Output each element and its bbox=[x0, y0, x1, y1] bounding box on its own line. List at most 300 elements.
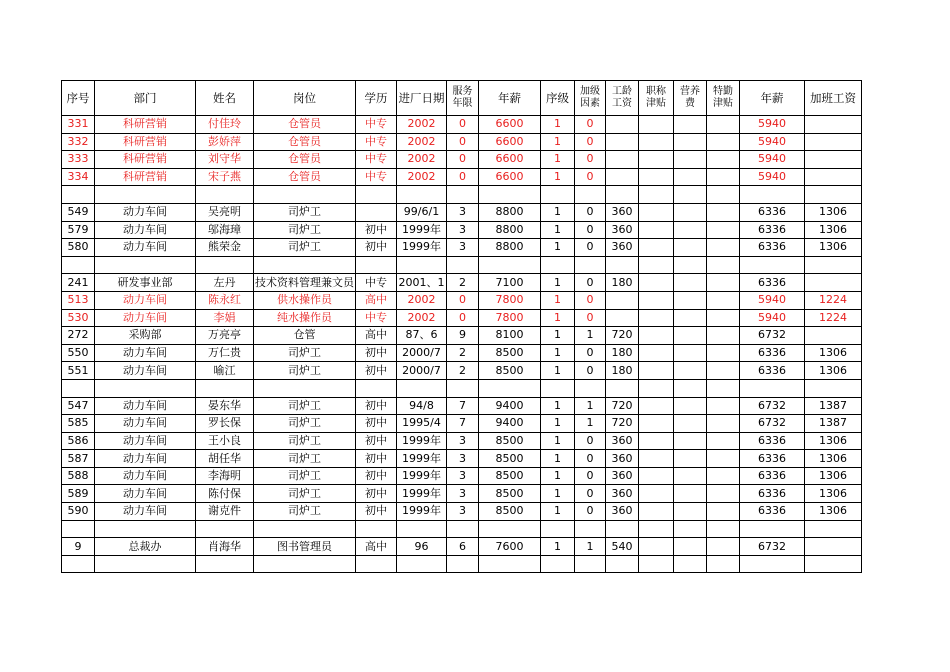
table-cell[interactable]: 1 bbox=[541, 450, 575, 468]
table-cell[interactable]: 仓管员 bbox=[254, 133, 356, 151]
table-cell[interactable] bbox=[95, 520, 196, 538]
table-cell[interactable] bbox=[674, 344, 707, 362]
table-cell[interactable]: 0 bbox=[575, 450, 606, 468]
table-cell[interactable]: 万仁贵 bbox=[196, 344, 254, 362]
table-cell[interactable] bbox=[740, 520, 805, 538]
table-cell[interactable]: 0 bbox=[447, 133, 479, 151]
table-cell[interactable]: 初中 bbox=[356, 503, 397, 521]
table-cell[interactable]: 1306 bbox=[805, 203, 862, 221]
table-cell[interactable] bbox=[674, 503, 707, 521]
table-cell[interactable]: 李娟 bbox=[196, 309, 254, 327]
table-cell[interactable]: 6732 bbox=[740, 327, 805, 345]
table-cell[interactable]: 0 bbox=[575, 467, 606, 485]
table-cell[interactable]: 1 bbox=[541, 116, 575, 134]
table-cell[interactable] bbox=[639, 116, 674, 134]
table-cell[interactable]: 刘守华 bbox=[196, 151, 254, 169]
table-cell[interactable]: 99/6/1 bbox=[397, 203, 447, 221]
table-cell[interactable]: 初中 bbox=[356, 221, 397, 239]
table-cell[interactable]: 2002 bbox=[397, 151, 447, 169]
table-cell[interactable] bbox=[639, 151, 674, 169]
table-cell[interactable]: 0 bbox=[447, 116, 479, 134]
table-cell[interactable]: 1387 bbox=[805, 397, 862, 415]
table-cell[interactable] bbox=[674, 555, 707, 573]
table-cell[interactable] bbox=[356, 379, 397, 397]
table-cell[interactable]: 1 bbox=[541, 203, 575, 221]
table-cell[interactable]: 2 bbox=[447, 274, 479, 292]
table-cell[interactable] bbox=[639, 503, 674, 521]
table-cell[interactable] bbox=[397, 555, 447, 573]
table-cell[interactable] bbox=[639, 327, 674, 345]
table-cell[interactable]: 1 bbox=[541, 344, 575, 362]
table-cell[interactable] bbox=[674, 362, 707, 380]
table-cell[interactable]: 87、6 bbox=[397, 327, 447, 345]
table-cell[interactable]: 动力车间 bbox=[95, 397, 196, 415]
table-cell[interactable]: 1 bbox=[541, 168, 575, 186]
table-cell[interactable]: 1999年 bbox=[397, 485, 447, 503]
table-cell[interactable] bbox=[196, 256, 254, 274]
table-cell[interactable] bbox=[674, 168, 707, 186]
table-cell[interactable] bbox=[606, 168, 639, 186]
table-cell[interactable]: 1999年 bbox=[397, 221, 447, 239]
table-cell[interactable]: 6732 bbox=[740, 397, 805, 415]
table-cell[interactable]: 5940 bbox=[740, 168, 805, 186]
table-cell[interactable]: 左丹 bbox=[196, 274, 254, 292]
table-cell[interactable] bbox=[62, 520, 95, 538]
table-cell[interactable]: 3 bbox=[447, 239, 479, 257]
table-cell[interactable] bbox=[541, 555, 575, 573]
table-cell[interactable]: 高中 bbox=[356, 291, 397, 309]
table-cell[interactable] bbox=[639, 239, 674, 257]
table-cell[interactable] bbox=[707, 221, 740, 239]
table-cell[interactable] bbox=[479, 256, 541, 274]
table-cell[interactable]: 241 bbox=[62, 274, 95, 292]
table-cell[interactable] bbox=[606, 133, 639, 151]
table-cell[interactable] bbox=[397, 186, 447, 204]
table-cell[interactable] bbox=[674, 116, 707, 134]
table-cell[interactable]: 6336 bbox=[740, 503, 805, 521]
table-cell[interactable]: 0 bbox=[575, 239, 606, 257]
table-cell[interactable] bbox=[674, 221, 707, 239]
table-cell[interactable] bbox=[95, 379, 196, 397]
table-cell[interactable] bbox=[639, 397, 674, 415]
table-cell[interactable]: 动力车间 bbox=[95, 467, 196, 485]
table-cell[interactable]: 1387 bbox=[805, 415, 862, 433]
table-cell[interactable]: 初中 bbox=[356, 450, 397, 468]
table-cell[interactable] bbox=[707, 309, 740, 327]
table-cell[interactable] bbox=[707, 415, 740, 433]
table-cell[interactable]: 1 bbox=[541, 432, 575, 450]
table-cell[interactable]: 彭娇萍 bbox=[196, 133, 254, 151]
table-cell[interactable]: 1 bbox=[575, 327, 606, 345]
table-cell[interactable]: 中专 bbox=[356, 133, 397, 151]
table-cell[interactable]: 0 bbox=[575, 203, 606, 221]
table-cell[interactable]: 9400 bbox=[479, 415, 541, 433]
table-cell[interactable]: 初中 bbox=[356, 344, 397, 362]
table-cell[interactable]: 1 bbox=[541, 327, 575, 345]
table-cell[interactable]: 3 bbox=[447, 485, 479, 503]
table-cell[interactable]: 宋子燕 bbox=[196, 168, 254, 186]
table-cell[interactable]: 0 bbox=[575, 168, 606, 186]
table-cell[interactable]: 8800 bbox=[479, 239, 541, 257]
table-cell[interactable]: 肖海华 bbox=[196, 538, 254, 556]
table-cell[interactable] bbox=[707, 344, 740, 362]
table-cell[interactable]: 331 bbox=[62, 116, 95, 134]
table-cell[interactable] bbox=[674, 415, 707, 433]
table-cell[interactable]: 科研营销 bbox=[95, 133, 196, 151]
table-cell[interactable]: 1306 bbox=[805, 221, 862, 239]
table-cell[interactable]: 0 bbox=[575, 503, 606, 521]
table-cell[interactable]: 3 bbox=[447, 503, 479, 521]
table-cell[interactable] bbox=[606, 186, 639, 204]
table-cell[interactable]: 6336 bbox=[740, 450, 805, 468]
table-cell[interactable] bbox=[447, 256, 479, 274]
table-cell[interactable] bbox=[740, 186, 805, 204]
table-cell[interactable]: 1999年 bbox=[397, 450, 447, 468]
table-cell[interactable]: 司炉工 bbox=[254, 362, 356, 380]
table-cell[interactable]: 0 bbox=[575, 344, 606, 362]
table-cell[interactable]: 1 bbox=[541, 291, 575, 309]
table-cell[interactable] bbox=[707, 116, 740, 134]
table-cell[interactable]: 1224 bbox=[805, 291, 862, 309]
table-cell[interactable]: 中专 bbox=[356, 168, 397, 186]
table-cell[interactable] bbox=[707, 467, 740, 485]
table-cell[interactable]: 360 bbox=[606, 221, 639, 239]
table-cell[interactable]: 1 bbox=[541, 503, 575, 521]
table-cell[interactable]: 万亮亭 bbox=[196, 327, 254, 345]
table-cell[interactable] bbox=[707, 291, 740, 309]
table-cell[interactable]: 7 bbox=[447, 415, 479, 433]
table-cell[interactable] bbox=[639, 450, 674, 468]
table-cell[interactable]: 1 bbox=[541, 239, 575, 257]
table-cell[interactable]: 喻江 bbox=[196, 362, 254, 380]
table-cell[interactable]: 司炉工 bbox=[254, 221, 356, 239]
table-cell[interactable] bbox=[447, 555, 479, 573]
table-cell[interactable]: 360 bbox=[606, 432, 639, 450]
table-cell[interactable]: 动力车间 bbox=[95, 485, 196, 503]
table-cell[interactable] bbox=[196, 379, 254, 397]
table-cell[interactable]: 7800 bbox=[479, 291, 541, 309]
table-cell[interactable]: 0 bbox=[447, 291, 479, 309]
table-cell[interactable] bbox=[575, 555, 606, 573]
table-cell[interactable]: 初中 bbox=[356, 239, 397, 257]
table-cell[interactable] bbox=[805, 133, 862, 151]
table-cell[interactable]: 360 bbox=[606, 203, 639, 221]
table-cell[interactable] bbox=[541, 256, 575, 274]
table-cell[interactable] bbox=[639, 291, 674, 309]
table-cell[interactable]: 0 bbox=[447, 151, 479, 169]
table-cell[interactable]: 2002 bbox=[397, 133, 447, 151]
table-cell[interactable] bbox=[740, 379, 805, 397]
table-cell[interactable]: 180 bbox=[606, 344, 639, 362]
table-cell[interactable] bbox=[356, 520, 397, 538]
table-cell[interactable]: 科研营销 bbox=[95, 168, 196, 186]
table-cell[interactable]: 1306 bbox=[805, 362, 862, 380]
table-cell[interactable]: 动力车间 bbox=[95, 344, 196, 362]
table-cell[interactable]: 5940 bbox=[740, 133, 805, 151]
table-cell[interactable]: 0 bbox=[447, 309, 479, 327]
table-cell[interactable] bbox=[479, 520, 541, 538]
table-cell[interactable]: 司炉工 bbox=[254, 432, 356, 450]
table-cell[interactable]: 司炉工 bbox=[254, 239, 356, 257]
table-cell[interactable] bbox=[606, 116, 639, 134]
table-cell[interactable] bbox=[606, 256, 639, 274]
table-cell[interactable]: 付佳玲 bbox=[196, 116, 254, 134]
table-cell[interactable] bbox=[707, 520, 740, 538]
table-cell[interactable]: 仓管员 bbox=[254, 151, 356, 169]
table-cell[interactable] bbox=[62, 256, 95, 274]
table-cell[interactable] bbox=[447, 186, 479, 204]
table-cell[interactable]: 吴亮明 bbox=[196, 203, 254, 221]
table-cell[interactable] bbox=[707, 274, 740, 292]
table-cell[interactable] bbox=[805, 168, 862, 186]
table-cell[interactable]: 6600 bbox=[479, 116, 541, 134]
table-cell[interactable]: 589 bbox=[62, 485, 95, 503]
table-cell[interactable]: 1224 bbox=[805, 309, 862, 327]
table-cell[interactable]: 动力车间 bbox=[95, 291, 196, 309]
table-cell[interactable]: 司炉工 bbox=[254, 467, 356, 485]
table-cell[interactable]: 陈永红 bbox=[196, 291, 254, 309]
table-cell[interactable] bbox=[639, 133, 674, 151]
table-cell[interactable]: 5940 bbox=[740, 291, 805, 309]
table-cell[interactable] bbox=[639, 379, 674, 397]
table-cell[interactable] bbox=[805, 116, 862, 134]
table-cell[interactable]: 初中 bbox=[356, 397, 397, 415]
table-cell[interactable]: 总裁办 bbox=[95, 538, 196, 556]
table-cell[interactable] bbox=[639, 203, 674, 221]
table-cell[interactable]: 司炉工 bbox=[254, 450, 356, 468]
table-cell[interactable] bbox=[707, 327, 740, 345]
table-cell[interactable] bbox=[805, 538, 862, 556]
table-cell[interactable]: 540 bbox=[606, 538, 639, 556]
table-cell[interactable]: 720 bbox=[606, 327, 639, 345]
table-cell[interactable]: 8100 bbox=[479, 327, 541, 345]
table-cell[interactable]: 初中 bbox=[356, 485, 397, 503]
table-cell[interactable]: 8800 bbox=[479, 203, 541, 221]
table-cell[interactable]: 1999年 bbox=[397, 467, 447, 485]
table-cell[interactable]: 仓管 bbox=[254, 327, 356, 345]
table-cell[interactable] bbox=[356, 203, 397, 221]
table-cell[interactable]: 3 bbox=[447, 467, 479, 485]
table-cell[interactable]: 8500 bbox=[479, 344, 541, 362]
table-cell[interactable]: 科研营销 bbox=[95, 116, 196, 134]
table-cell[interactable]: 0 bbox=[575, 116, 606, 134]
table-cell[interactable]: 6336 bbox=[740, 362, 805, 380]
table-cell[interactable] bbox=[196, 555, 254, 573]
table-cell[interactable]: 6336 bbox=[740, 467, 805, 485]
table-cell[interactable]: 3 bbox=[447, 203, 479, 221]
table-cell[interactable]: 1995/4 bbox=[397, 415, 447, 433]
table-cell[interactable]: 1 bbox=[541, 467, 575, 485]
table-cell[interactable]: 6732 bbox=[740, 538, 805, 556]
table-cell[interactable]: 1306 bbox=[805, 485, 862, 503]
table-cell[interactable] bbox=[606, 520, 639, 538]
table-cell[interactable]: 司炉工 bbox=[254, 503, 356, 521]
table-cell[interactable] bbox=[606, 309, 639, 327]
table-cell[interactable]: 研发事业部 bbox=[95, 274, 196, 292]
table-cell[interactable]: 6 bbox=[447, 538, 479, 556]
table-cell[interactable] bbox=[639, 344, 674, 362]
table-cell[interactable]: 7800 bbox=[479, 309, 541, 327]
table-cell[interactable]: 动力车间 bbox=[95, 239, 196, 257]
table-cell[interactable]: 332 bbox=[62, 133, 95, 151]
table-cell[interactable] bbox=[606, 291, 639, 309]
table-cell[interactable]: 360 bbox=[606, 503, 639, 521]
table-cell[interactable]: 胡任华 bbox=[196, 450, 254, 468]
table-cell[interactable]: 7600 bbox=[479, 538, 541, 556]
table-cell[interactable]: 6336 bbox=[740, 432, 805, 450]
table-cell[interactable]: 180 bbox=[606, 362, 639, 380]
table-cell[interactable]: 司炉工 bbox=[254, 344, 356, 362]
table-cell[interactable]: 0 bbox=[575, 221, 606, 239]
table-cell[interactable]: 5940 bbox=[740, 151, 805, 169]
table-cell[interactable] bbox=[674, 467, 707, 485]
table-cell[interactable]: 高中 bbox=[356, 538, 397, 556]
table-cell[interactable]: 8500 bbox=[479, 450, 541, 468]
table-cell[interactable] bbox=[674, 186, 707, 204]
table-cell[interactable]: 1999年 bbox=[397, 503, 447, 521]
table-cell[interactable] bbox=[639, 256, 674, 274]
table-cell[interactable] bbox=[356, 256, 397, 274]
table-cell[interactable]: 科研营销 bbox=[95, 151, 196, 169]
table-cell[interactable] bbox=[674, 520, 707, 538]
table-cell[interactable]: 邬海璋 bbox=[196, 221, 254, 239]
table-cell[interactable]: 6600 bbox=[479, 151, 541, 169]
table-cell[interactable] bbox=[356, 186, 397, 204]
table-cell[interactable]: 1 bbox=[575, 397, 606, 415]
table-cell[interactable]: 360 bbox=[606, 450, 639, 468]
table-cell[interactable]: 333 bbox=[62, 151, 95, 169]
table-cell[interactable]: 1 bbox=[541, 485, 575, 503]
table-cell[interactable] bbox=[541, 186, 575, 204]
table-cell[interactable]: 6732 bbox=[740, 415, 805, 433]
table-cell[interactable] bbox=[639, 432, 674, 450]
table-cell[interactable]: 纯水操作员 bbox=[254, 309, 356, 327]
table-cell[interactable]: 0 bbox=[575, 362, 606, 380]
table-cell[interactable]: 1 bbox=[541, 274, 575, 292]
table-cell[interactable]: 1306 bbox=[805, 432, 862, 450]
table-cell[interactable] bbox=[575, 256, 606, 274]
table-cell[interactable]: 6336 bbox=[740, 239, 805, 257]
table-cell[interactable] bbox=[575, 520, 606, 538]
table-cell[interactable] bbox=[639, 186, 674, 204]
table-cell[interactable]: 1306 bbox=[805, 450, 862, 468]
table-cell[interactable]: 动力车间 bbox=[95, 503, 196, 521]
table-cell[interactable] bbox=[674, 274, 707, 292]
table-cell[interactable] bbox=[674, 327, 707, 345]
table-cell[interactable]: 0 bbox=[575, 432, 606, 450]
table-cell[interactable] bbox=[805, 555, 862, 573]
table-cell[interactable] bbox=[479, 186, 541, 204]
table-cell[interactable] bbox=[674, 291, 707, 309]
table-cell[interactable]: 中专 bbox=[356, 151, 397, 169]
table-cell[interactable]: 中专 bbox=[356, 309, 397, 327]
table-cell[interactable] bbox=[674, 432, 707, 450]
table-cell[interactable]: 1 bbox=[541, 133, 575, 151]
table-cell[interactable]: 中专 bbox=[356, 116, 397, 134]
table-cell[interactable] bbox=[707, 256, 740, 274]
table-cell[interactable]: 谢克件 bbox=[196, 503, 254, 521]
table-cell[interactable]: 0 bbox=[575, 309, 606, 327]
table-cell[interactable]: 6336 bbox=[740, 221, 805, 239]
table-cell[interactable] bbox=[541, 379, 575, 397]
table-cell[interactable] bbox=[674, 538, 707, 556]
table-cell[interactable] bbox=[95, 256, 196, 274]
table-cell[interactable]: 588 bbox=[62, 467, 95, 485]
table-cell[interactable]: 初中 bbox=[356, 362, 397, 380]
table-cell[interactable] bbox=[606, 151, 639, 169]
table-cell[interactable] bbox=[805, 520, 862, 538]
table-cell[interactable] bbox=[639, 309, 674, 327]
table-cell[interactable]: 2002 bbox=[397, 309, 447, 327]
table-cell[interactable]: 6336 bbox=[740, 274, 805, 292]
table-cell[interactable] bbox=[62, 379, 95, 397]
table-cell[interactable]: 3 bbox=[447, 432, 479, 450]
table-cell[interactable] bbox=[62, 555, 95, 573]
table-cell[interactable]: 采购部 bbox=[95, 327, 196, 345]
table-cell[interactable] bbox=[397, 379, 447, 397]
table-cell[interactable]: 高中 bbox=[356, 327, 397, 345]
table-cell[interactable]: 551 bbox=[62, 362, 95, 380]
table-cell[interactable]: 720 bbox=[606, 397, 639, 415]
table-cell[interactable]: 1306 bbox=[805, 467, 862, 485]
table-cell[interactable] bbox=[606, 555, 639, 573]
table-cell[interactable]: 9 bbox=[62, 538, 95, 556]
table-cell[interactable] bbox=[707, 503, 740, 521]
table-cell[interactable]: 司炉工 bbox=[254, 397, 356, 415]
table-cell[interactable]: 585 bbox=[62, 415, 95, 433]
table-cell[interactable] bbox=[707, 133, 740, 151]
table-cell[interactable] bbox=[575, 379, 606, 397]
table-cell[interactable]: 1 bbox=[541, 151, 575, 169]
table-cell[interactable] bbox=[740, 256, 805, 274]
table-cell[interactable]: 530 bbox=[62, 309, 95, 327]
table-cell[interactable] bbox=[674, 239, 707, 257]
table-cell[interactable]: 1 bbox=[541, 538, 575, 556]
table-cell[interactable]: 初中 bbox=[356, 467, 397, 485]
table-cell[interactable]: 1999年 bbox=[397, 432, 447, 450]
table-cell[interactable]: 360 bbox=[606, 485, 639, 503]
table-cell[interactable] bbox=[639, 221, 674, 239]
table-cell[interactable] bbox=[479, 555, 541, 573]
table-cell[interactable]: 6336 bbox=[740, 344, 805, 362]
table-cell[interactable]: 2000/7 bbox=[397, 344, 447, 362]
table-cell[interactable]: 6336 bbox=[740, 203, 805, 221]
table-cell[interactable]: 1306 bbox=[805, 239, 862, 257]
table-cell[interactable] bbox=[707, 203, 740, 221]
table-cell[interactable] bbox=[397, 256, 447, 274]
table-cell[interactable]: 动力车间 bbox=[95, 450, 196, 468]
table-cell[interactable]: 2001、1 bbox=[397, 274, 447, 292]
table-cell[interactable] bbox=[674, 379, 707, 397]
table-cell[interactable] bbox=[707, 362, 740, 380]
table-cell[interactable] bbox=[639, 538, 674, 556]
table-cell[interactable] bbox=[541, 520, 575, 538]
table-cell[interactable]: 1 bbox=[541, 309, 575, 327]
table-cell[interactable]: 司炉工 bbox=[254, 485, 356, 503]
table-cell[interactable]: 0 bbox=[575, 274, 606, 292]
table-cell[interactable]: 1999年 bbox=[397, 239, 447, 257]
table-cell[interactable]: 1306 bbox=[805, 344, 862, 362]
table-cell[interactable] bbox=[639, 485, 674, 503]
table-cell[interactable] bbox=[397, 520, 447, 538]
table-cell[interactable]: 513 bbox=[62, 291, 95, 309]
table-cell[interactable] bbox=[95, 555, 196, 573]
table-cell[interactable]: 94/8 bbox=[397, 397, 447, 415]
table-cell[interactable]: 动力车间 bbox=[95, 362, 196, 380]
table-cell[interactable] bbox=[639, 274, 674, 292]
table-cell[interactable] bbox=[639, 555, 674, 573]
table-cell[interactable] bbox=[62, 186, 95, 204]
